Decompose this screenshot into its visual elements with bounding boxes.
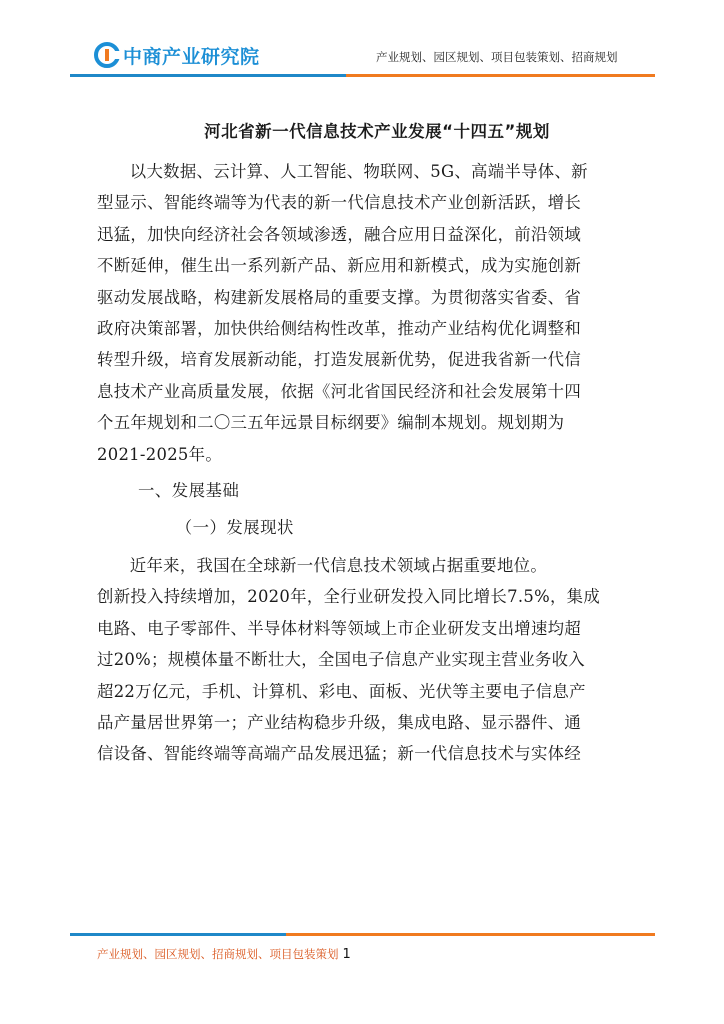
paragraph-line: 信设备、智能终端等高端产品发展迅猛；新一代信息技术与实体经 (97, 744, 582, 764)
logo (94, 40, 260, 70)
paragraph-line: 过20%；规模体量不断壮大，全国电子信息产业实现主营业务收入 (97, 650, 585, 670)
paragraph-line: 2021-2025年。 (97, 444, 223, 464)
page-header (0, 0, 724, 82)
paragraph-line: 个五年规划和二〇三五年远景目标纲要》编制本规划。规划期为 (97, 413, 565, 433)
document-body (97, 118, 657, 770)
header-divider-blue (70, 74, 346, 77)
document-title: 河北省新一代信息技术产业发展“十四五”规划 (204, 122, 550, 141)
paragraph-line: 迅猛，加快向经济社会各领域渗透，融合应用日益深化，前沿领域 (97, 224, 582, 244)
paragraph-line: 不断延伸，催生出一系列新产品、新应用和新模式，成为实施创新 (97, 256, 582, 276)
paragraph-line: 创新投入持续增加，2020年，全行业研发投入同比增长7.5%，集成 (97, 587, 601, 607)
paragraph-line: 超22万亿元，手机、计算机、彩电、面板、光伏等主要电子信息产 (97, 681, 586, 701)
paragraph-line: 以大数据、云计算、人工智能、物联网、5G、高端半导体、新 (129, 162, 588, 181)
page-footer (97, 946, 351, 962)
paragraph-line: 型显示、智能终端等为代表的新一代信息技术产业创新活跃，增长 (97, 193, 582, 213)
paragraph-line: 息技术产业高质量发展，依据《河北省国民经济和社会发展第十四 (97, 381, 582, 401)
paragraph-line: 电路、电子零部件、半导体材料等领域上市企业研发支出增速均超 (97, 618, 582, 638)
paragraph-line: 驱动发展战略，构建新发展格局的重要支撑。为贯彻落实省委、省 (97, 287, 582, 307)
logo-text: 中商产业研究院 (123, 45, 260, 68)
subsection-heading: （一）发展现状 (175, 518, 294, 538)
footer-divider-orange (286, 933, 655, 936)
page-number: 1 (342, 947, 351, 962)
paragraph-line: 品产量居世界第一；产业结构稳步升级，集成电路、显示器件、通 (97, 712, 582, 732)
footer-tags: 产业规划、园区规划、招商规划、项目包装策划 (97, 947, 339, 961)
footer-divider-blue (70, 933, 286, 936)
paragraph-line: 政府决策部署，加快供给侧结构性改革，推动产业结构优化调整和 (97, 319, 582, 339)
paragraph-line: 转型升级，培育发展新动能，打造发展新优势，促进我省新一代信 (97, 350, 582, 370)
intro-paragraph (97, 156, 657, 470)
section-heading: 一、发展基础 (138, 481, 240, 501)
paragraph-line: 近年来，我国在全球新一代信息技术领域占据重要地位。 (129, 555, 548, 575)
header-tags: 产业规划、园区规划、项目包装策划、招商规划 (376, 50, 618, 64)
header-divider-orange (346, 74, 655, 77)
logo-icon (94, 42, 120, 68)
status-paragraph (97, 550, 657, 770)
